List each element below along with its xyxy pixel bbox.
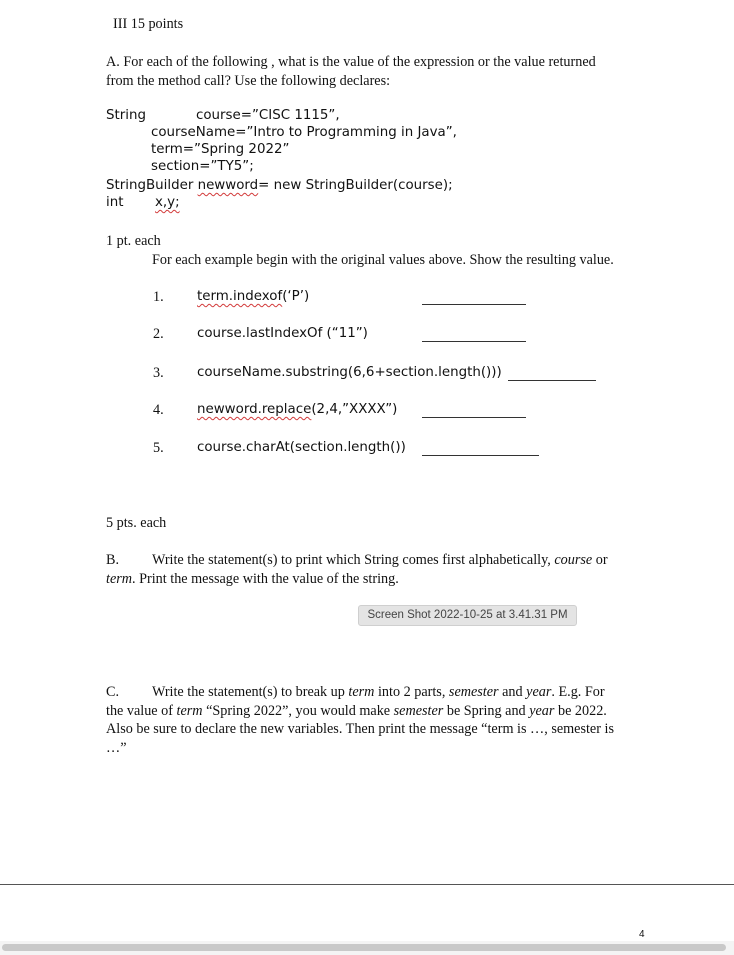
question-expression: course.charAt(section.length()) — [197, 440, 406, 455]
part-c-text: Write the statement(s) to break up — [152, 684, 349, 700]
part-c-text: “Spring 2022”, you would make — [202, 703, 394, 719]
part-b-line1 — [152, 552, 608, 569]
answer-blank — [508, 380, 596, 381]
expression-squiggle: term.indexof — [197, 289, 283, 304]
part-a-instructions: For each example begin with the original values above. Show the resulting value. — [152, 252, 614, 268]
part-a-prompt-line2: from the method call? Use the following declares: — [106, 73, 391, 89]
expression-post: (2,4,”XXXX”) — [311, 402, 398, 417]
part-c-text: be Spring and — [443, 703, 530, 719]
decl-sb-prefix: StringBuilder — [106, 178, 198, 193]
question-number: 3. — [153, 365, 164, 381]
part-c-text: . E.g. For — [551, 684, 605, 700]
screenshot-tooltip: Screen Shot 2022-10-25 at 3.41.31 PM — [358, 605, 577, 626]
decl-term: term=”Spring 2022” — [151, 142, 290, 157]
part-c-text: be 2022. — [554, 703, 607, 719]
part-b-text: Write the statement(s) to print which String comes first alphabetically, — [152, 552, 555, 568]
part-c-text: the value of — [106, 703, 177, 719]
question-number: 4. — [153, 402, 164, 418]
answer-blank — [422, 455, 539, 456]
scrollbar-thumb[interactable] — [2, 944, 726, 951]
question-number: 2. — [153, 326, 164, 342]
part-a-prompt-line1: A. For each of the following , what is the value of the expression or the value returned — [106, 54, 596, 70]
part-c-text: into 2 parts, — [374, 684, 449, 700]
part-c-year-var: year — [529, 703, 555, 719]
expression-squiggle: newword.replace — [197, 402, 312, 417]
decl-coursename: courseName=”Intro to Programming in Java”, — [151, 125, 457, 140]
decl-int-vars: x,y; — [155, 195, 180, 210]
answer-blank — [422, 341, 526, 342]
part-c-text: and — [498, 684, 527, 700]
decl-int-type: int — [106, 195, 124, 210]
part-a-points-label: 1 pt. each — [106, 233, 161, 249]
question-expression: courseName.substring(6,6+section.length())) — [197, 365, 502, 380]
question-number: 1. — [153, 289, 164, 305]
answer-blank — [422, 417, 526, 418]
part-c-year-var: year — [526, 684, 552, 700]
question-expression: course.lastIndexOf (“11”) — [197, 326, 368, 341]
page-divider — [0, 884, 734, 885]
decl-sb-suffix: = new StringBuilder(course); — [258, 178, 453, 193]
part-b-term-var: term — [106, 571, 133, 587]
part-c-semester-var: semester — [448, 684, 499, 700]
question-expression — [197, 402, 397, 417]
question-expression — [197, 289, 309, 304]
decl-string-type: String — [106, 108, 146, 123]
answer-blank — [422, 304, 526, 305]
section-header: III 15 points — [113, 16, 184, 32]
part-c-letter: C. — [106, 684, 120, 700]
decl-section: section=”TY5”; — [151, 159, 254, 174]
part-c-line1 — [152, 684, 605, 701]
question-number: 5. — [153, 440, 164, 456]
part-b-text: or — [592, 552, 608, 568]
part-c-line3: Also be sure to declare the new variables. Then print the message “term is …, semester is — [106, 721, 614, 737]
decl-sb-var: newword — [197, 178, 259, 193]
part-c-line2 — [106, 703, 607, 720]
part-c-line4: …” — [106, 740, 127, 756]
part-b-course-var: course — [554, 552, 593, 568]
part-b-points-label: 5 pts. each — [106, 515, 167, 531]
page-number: 4 — [639, 929, 645, 940]
part-b-line2 — [106, 571, 399, 588]
part-c-semester-var: semester — [393, 703, 444, 719]
decl-stringbuilder — [106, 178, 453, 193]
decl-course: course=”CISC 1115”, — [196, 108, 340, 123]
part-b-text: . Print the message with the value of the string. — [132, 571, 399, 587]
part-c-term-var: term — [348, 684, 375, 700]
expression-post: (‘P’) — [282, 289, 310, 304]
part-b-letter: B. — [106, 552, 120, 568]
part-c-term-var: term — [176, 703, 203, 719]
